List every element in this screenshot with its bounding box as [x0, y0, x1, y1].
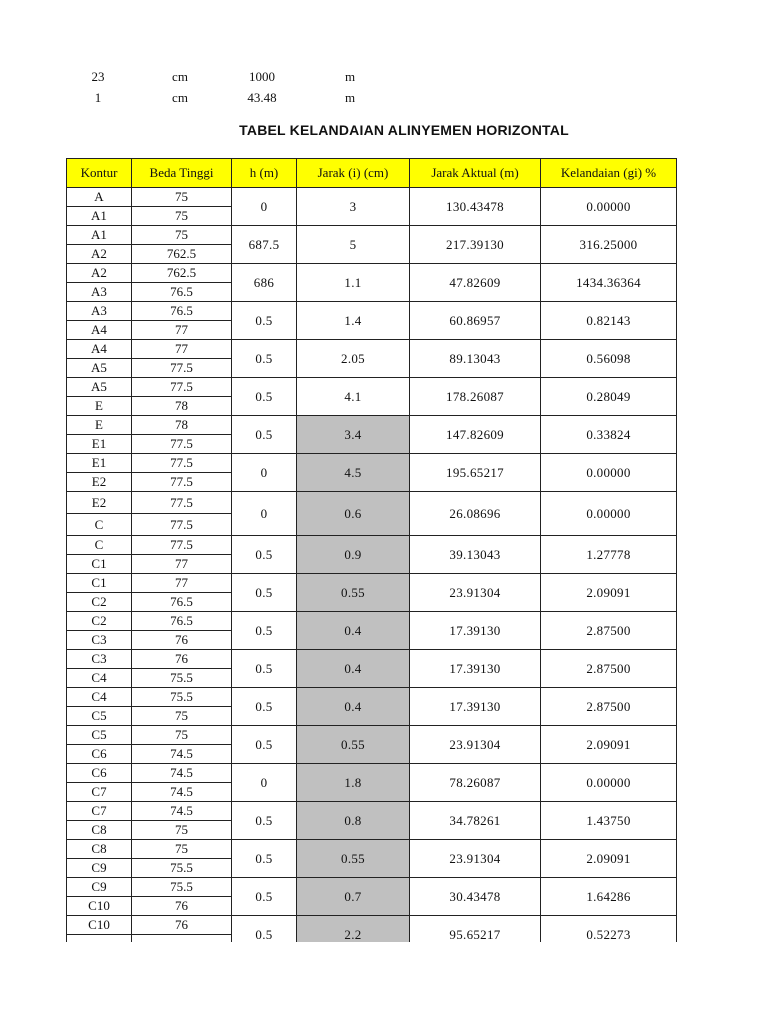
- jarak-aktual-cell: 30.43478: [410, 878, 541, 916]
- jarak-aktual-cell: 95.65217: [410, 916, 541, 943]
- jarak-aktual-cell: 17.39130: [410, 612, 541, 650]
- kontur-cell: A3: [67, 302, 132, 321]
- kontur-cell: E2: [67, 492, 132, 514]
- jarak-cell: 5: [297, 226, 410, 264]
- kontur-cell: E: [67, 397, 132, 416]
- scale-row: [66, 66, 406, 87]
- jarak-aktual-cell: 34.78261: [410, 802, 541, 840]
- kontur-cell: A3: [67, 283, 132, 302]
- kontur-cell: E1: [67, 454, 132, 473]
- jarak-cell: 4.1: [297, 378, 410, 416]
- beda-tinggi-cell: 75: [132, 188, 232, 207]
- scale-unit: cm: [172, 89, 188, 105]
- table-row: [67, 574, 677, 593]
- table-viewport: [66, 158, 678, 942]
- h-cell: 0: [232, 188, 297, 226]
- scale-unit: cm: [172, 68, 188, 84]
- beda-tinggi-cell: 76: [132, 916, 232, 935]
- kelandaian-cell: 0.00000: [541, 764, 677, 802]
- gradient-table: [66, 158, 677, 942]
- kontur-cell: C10: [67, 916, 132, 935]
- jarak-aktual-cell: 178.26087: [410, 378, 541, 416]
- beda-tinggi-cell: 77: [132, 574, 232, 593]
- kontur-cell: A1: [67, 207, 132, 226]
- kelandaian-cell: 316.25000: [541, 226, 677, 264]
- header-h: h (m): [232, 159, 297, 188]
- kelandaian-cell: 1.64286: [541, 878, 677, 916]
- kelandaian-cell: 0.00000: [541, 492, 677, 536]
- beda-tinggi-cell: 75: [132, 707, 232, 726]
- jarak-cell: 2.2: [297, 916, 410, 943]
- kelandaian-cell: 2.09091: [541, 840, 677, 878]
- table-title: TABEL KELANDAIAN ALINYEMEN HORIZONTAL: [239, 122, 569, 138]
- header-jarak-aktual: Jarak Aktual (m): [410, 159, 541, 188]
- beda-tinggi-cell: 762.5: [132, 245, 232, 264]
- table-row: [67, 764, 677, 783]
- jarak-aktual-cell: 23.91304: [410, 574, 541, 612]
- h-cell: 0: [232, 454, 297, 492]
- table-row: [67, 188, 677, 207]
- beda-tinggi-cell: 76.5: [132, 302, 232, 321]
- scale-unit: m: [344, 89, 356, 105]
- kontur-cell: C10: [67, 897, 132, 916]
- beda-tinggi-cell: 77.5: [132, 359, 232, 378]
- table-row: [67, 454, 677, 473]
- jarak-aktual-cell: 17.39130: [410, 650, 541, 688]
- kelandaian-cell: 0.56098: [541, 340, 677, 378]
- table-row: [67, 650, 677, 669]
- h-cell: 0: [232, 492, 297, 536]
- header-beda-tinggi: Beda Tinggi: [132, 159, 232, 188]
- kelandaian-cell: 0.82143: [541, 302, 677, 340]
- beda-tinggi-cell: 78: [132, 397, 232, 416]
- kontur-cell: C2: [67, 593, 132, 612]
- beda-tinggi-cell: 77.5: [132, 536, 232, 555]
- beda-tinggi-cell: 75.5: [132, 878, 232, 897]
- jarak-aktual-cell: 26.08696: [410, 492, 541, 536]
- kontur-cell: A1: [67, 226, 132, 245]
- kelandaian-cell: 2.09091: [541, 726, 677, 764]
- kelandaian-cell: 1.43750: [541, 802, 677, 840]
- header-kelandaian: Kelandaian (gi) %: [541, 159, 677, 188]
- beda-tinggi-cell: 76: [132, 897, 232, 916]
- kelandaian-cell: 0.28049: [541, 378, 677, 416]
- beda-tinggi-cell: 76.5: [132, 612, 232, 631]
- h-cell: 0.5: [232, 650, 297, 688]
- kontur-cell: C3: [67, 631, 132, 650]
- beda-tinggi-cell: 77: [132, 321, 232, 340]
- beda-tinggi-cell: 77.5: [132, 514, 232, 536]
- table-row: [67, 264, 677, 283]
- jarak-aktual-cell: 195.65217: [410, 454, 541, 492]
- table-row: [67, 688, 677, 707]
- scale-block: [66, 66, 406, 108]
- beda-tinggi-cell: 74.5: [132, 745, 232, 764]
- header-jarak: Jarak (i) (cm): [297, 159, 410, 188]
- kelandaian-cell: 2.87500: [541, 650, 677, 688]
- jarak-cell: 4.5: [297, 454, 410, 492]
- jarak-aktual-cell: 23.91304: [410, 840, 541, 878]
- kontur-cell: C8: [67, 821, 132, 840]
- kontur-cell: C6: [67, 764, 132, 783]
- kelandaian-cell: 0.52273: [541, 916, 677, 943]
- kontur-cell: C9: [67, 878, 132, 897]
- kontur-cell: C9: [67, 859, 132, 878]
- beda-tinggi-cell: 77.5: [132, 492, 232, 514]
- beda-tinggi-cell: 76.5: [132, 593, 232, 612]
- beda-tinggi-cell: 75: [132, 840, 232, 859]
- table-row: [67, 802, 677, 821]
- kontur-cell: C5: [67, 707, 132, 726]
- h-cell: 687.5: [232, 226, 297, 264]
- beda-tinggi-cell: 78: [132, 416, 232, 435]
- jarak-cell: 2.05: [297, 340, 410, 378]
- table-row: [67, 536, 677, 555]
- jarak-aktual-cell: 47.82609: [410, 264, 541, 302]
- kontur-cell: A5: [67, 359, 132, 378]
- beda-tinggi-cell: 75.5: [132, 859, 232, 878]
- jarak-aktual-cell: 60.86957: [410, 302, 541, 340]
- beda-tinggi-cell: 76: [132, 650, 232, 669]
- beda-tinggi-cell: 75: [132, 207, 232, 226]
- jarak-cell: 0.7: [297, 878, 410, 916]
- kontur-cell: [67, 935, 132, 943]
- table-row: [67, 302, 677, 321]
- jarak-cell: 1.1: [297, 264, 410, 302]
- jarak-aktual-cell: 17.39130: [410, 688, 541, 726]
- kontur-cell: A4: [67, 321, 132, 340]
- kontur-cell: A4: [67, 340, 132, 359]
- kontur-cell: A2: [67, 245, 132, 264]
- jarak-aktual-cell: 89.13043: [410, 340, 541, 378]
- beda-tinggi-cell: [132, 935, 232, 943]
- kontur-cell: C7: [67, 802, 132, 821]
- kontur-cell: C8: [67, 840, 132, 859]
- kontur-cell: C1: [67, 555, 132, 574]
- kelandaian-cell: 0.00000: [541, 188, 677, 226]
- beda-tinggi-cell: 762.5: [132, 264, 232, 283]
- h-cell: 686: [232, 264, 297, 302]
- h-cell: 0.5: [232, 574, 297, 612]
- jarak-aktual-cell: 130.43478: [410, 188, 541, 226]
- h-cell: 0.5: [232, 878, 297, 916]
- scale-value: 43.48: [247, 89, 277, 105]
- h-cell: 0.5: [232, 802, 297, 840]
- beda-tinggi-cell: 75.5: [132, 669, 232, 688]
- jarak-cell: 0.55: [297, 840, 410, 878]
- h-cell: 0: [232, 764, 297, 802]
- beda-tinggi-cell: 77.5: [132, 473, 232, 492]
- kontur-cell: C3: [67, 650, 132, 669]
- beda-tinggi-cell: 74.5: [132, 783, 232, 802]
- jarak-cell: 0.4: [297, 688, 410, 726]
- kelandaian-cell: 2.87500: [541, 688, 677, 726]
- kelandaian-cell: 2.09091: [541, 574, 677, 612]
- jarak-aktual-cell: 147.82609: [410, 416, 541, 454]
- beda-tinggi-cell: 77.5: [132, 454, 232, 473]
- beda-tinggi-cell: 76.5: [132, 283, 232, 302]
- kontur-cell: A: [67, 188, 132, 207]
- table-row: [67, 840, 677, 859]
- h-cell: 0.5: [232, 726, 297, 764]
- beda-tinggi-cell: 75.5: [132, 688, 232, 707]
- kontur-cell: C7: [67, 783, 132, 802]
- scale-value: 1000: [249, 68, 275, 84]
- table-body: [67, 188, 677, 943]
- kelandaian-cell: 1.27778: [541, 536, 677, 574]
- kontur-cell: C1: [67, 574, 132, 593]
- kontur-cell: E2: [67, 473, 132, 492]
- table-row: [67, 878, 677, 897]
- h-cell: 0.5: [232, 536, 297, 574]
- header-kontur: Kontur: [67, 159, 132, 188]
- jarak-cell: 1.4: [297, 302, 410, 340]
- scale-unit: m: [344, 68, 356, 84]
- scale-value: 1: [94, 89, 102, 105]
- kontur-cell: C: [67, 536, 132, 555]
- h-cell: 0.5: [232, 840, 297, 878]
- kontur-cell: C5: [67, 726, 132, 745]
- h-cell: 0.5: [232, 340, 297, 378]
- kontur-cell: C4: [67, 688, 132, 707]
- table-row: [67, 916, 677, 935]
- beda-tinggi-cell: 74.5: [132, 764, 232, 783]
- table-row: [67, 416, 677, 435]
- h-cell: 0.5: [232, 416, 297, 454]
- jarak-cell: 0.4: [297, 612, 410, 650]
- table-row: [67, 226, 677, 245]
- jarak-cell: 0.8: [297, 802, 410, 840]
- beda-tinggi-cell: 77: [132, 555, 232, 574]
- kelandaian-cell: 2.87500: [541, 612, 677, 650]
- beda-tinggi-cell: 75: [132, 821, 232, 840]
- jarak-aktual-cell: 217.39130: [410, 226, 541, 264]
- beda-tinggi-cell: 76: [132, 631, 232, 650]
- kontur-cell: A5: [67, 378, 132, 397]
- kontur-cell: C6: [67, 745, 132, 764]
- kontur-cell: E1: [67, 435, 132, 454]
- table-row: [67, 726, 677, 745]
- h-cell: 0.5: [232, 612, 297, 650]
- beda-tinggi-cell: 75: [132, 726, 232, 745]
- table-row: [67, 340, 677, 359]
- jarak-aktual-cell: 39.13043: [410, 536, 541, 574]
- h-cell: 0.5: [232, 378, 297, 416]
- beda-tinggi-cell: 77.5: [132, 435, 232, 454]
- jarak-aktual-cell: 78.26087: [410, 764, 541, 802]
- kontur-cell: A2: [67, 264, 132, 283]
- kontur-cell: C2: [67, 612, 132, 631]
- beda-tinggi-cell: 75: [132, 226, 232, 245]
- scale-row: [66, 87, 406, 108]
- scale-value: 23: [91, 68, 105, 84]
- kontur-cell: C: [67, 514, 132, 536]
- jarak-cell: 0.6: [297, 492, 410, 536]
- beda-tinggi-cell: 74.5: [132, 802, 232, 821]
- kelandaian-cell: 1434.36364: [541, 264, 677, 302]
- table-row: [67, 492, 677, 514]
- jarak-cell: 0.55: [297, 726, 410, 764]
- kontur-cell: E: [67, 416, 132, 435]
- jarak-aktual-cell: 23.91304: [410, 726, 541, 764]
- h-cell: 0.5: [232, 302, 297, 340]
- jarak-cell: 1.8: [297, 764, 410, 802]
- table-row: [67, 612, 677, 631]
- jarak-cell: 0.4: [297, 650, 410, 688]
- table-row: [67, 378, 677, 397]
- jarak-cell: 0.55: [297, 574, 410, 612]
- h-cell: 0.5: [232, 688, 297, 726]
- jarak-cell: 3.4: [297, 416, 410, 454]
- jarak-cell: 3: [297, 188, 410, 226]
- kelandaian-cell: 0.00000: [541, 454, 677, 492]
- kontur-cell: C4: [67, 669, 132, 688]
- jarak-cell: 0.9: [297, 536, 410, 574]
- header-row: [67, 159, 677, 188]
- beda-tinggi-cell: 77.5: [132, 378, 232, 397]
- beda-tinggi-cell: 77: [132, 340, 232, 359]
- h-cell: 0.5: [232, 916, 297, 943]
- kelandaian-cell: 0.33824: [541, 416, 677, 454]
